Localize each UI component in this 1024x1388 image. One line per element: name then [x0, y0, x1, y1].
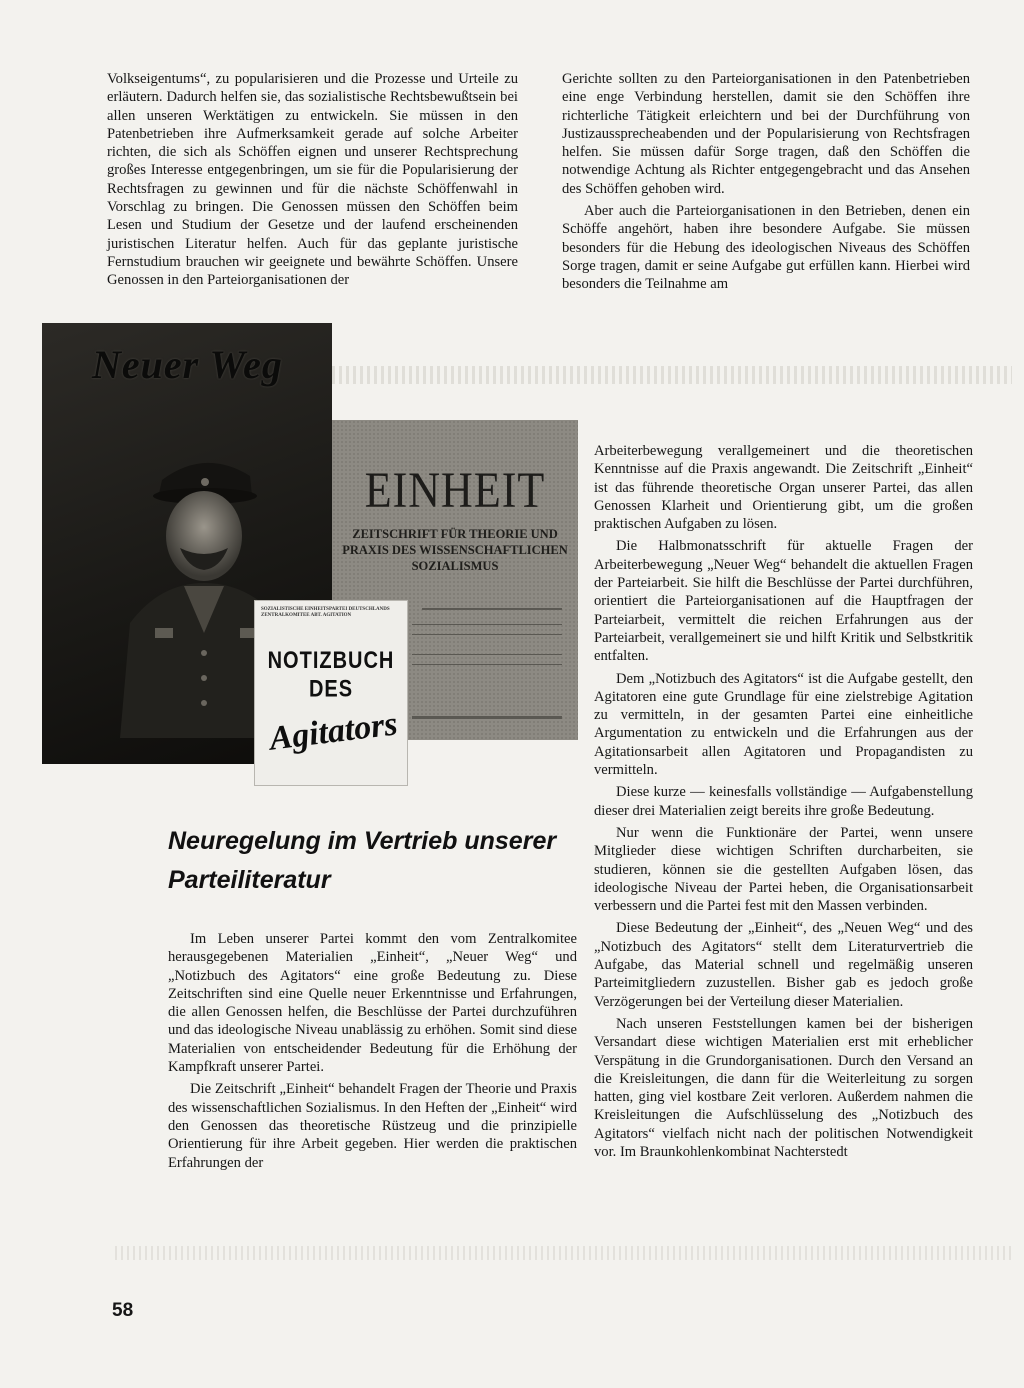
notizbuch-cover-word: Agitators [267, 705, 400, 758]
page-number: 58 [112, 1300, 134, 1321]
paragraph: Nach unseren Feststellungen kamen bei der bisherigen Versandart diese wichtigen Materialien erst mit erheblicher Verspätung in die Grundorganisationen. Durch den Versand an die Kreisleitungen, die dann für die Weiterleitung zu sorgen hatten, ging viel kostbare Zeit verloren. Außerdem nahmen die Kreisleitungen die Aufschlüsselung des „Notizbuch des Agitators“ vielfach nicht nach der politischen Notwendigkeit vor. Im Braunkohlenkombinat Nachterstedt [594, 1015, 973, 1160]
paragraph: Die Halbmonatsschrift für aktuelle Fragen der Arbeiterbewegung „Neuer Weg“ behandelt die aktuellen Fragen der Parteiarbeit. Sie hilft die Beschlüsse der Partei durchführen, orientiert die Parteiorganisationen auf die Hauptfragen der Parteiarbeit, vermittelt die reichen Erfahrungen aus der Parteiarbeit, verallgemeinert sie und hilft Kritik und Selbstkritik entfalten. [594, 538, 973, 665]
paragraph: Diese kurze — keinesfalls vollständige — Aufgabenstellung dieser drei Materialien zeigt bereits ihre große Bedeutung. [594, 784, 973, 819]
paragraph: Dem „Notizbuch des Agitators“ ist die Aufgabe gestellt, den Agitatoren eine gute Grundlage für eine zielstrebige Agitation zu vermitteln, in der gesamten Partei eine einheitliche Argumentation zu entwickeln und die Erfahrungen aus der Agitationsarbeit allen Agitatoren und Propagandisten zu vermitteln. [594, 670, 973, 779]
paragraph: Die Zeitschrift „Einheit“ behandelt Fragen der Theorie und Praxis des wissenschaftlichen Sozialismus. In den Heften der „Einheit“ wird den Genossen das theoretische Rüstzeug und die prinzipielle Orientierung für ihre Arbeit gegeben. Hier werden die praktischen Erfahrungen der [168, 1081, 577, 1171]
einheit-cover-subtitle: ZEITSCHRIFT FÜR THEORIE UND PRAXIS DES WISSENSCHAFTLICHEN SOZIALISMUS [342, 527, 568, 573]
cover-rule [412, 716, 562, 719]
paragraph: Aber auch die Parteiorganisationen in den Betrieben, denen ein Schöffe angehört, haben ihre besondere Aufgabe. Sie müssen besonders für die Hebung des ideologischen Niveaus des Schöffen Sorge tragen, damit er seine Aufgabe gut erfüllen kann. Hierbei wird besonders die Teilnahme am [562, 203, 970, 293]
article-headline: Neuregelung im Vertrieb unserer Parteiliteratur [168, 827, 557, 894]
paragraph: Diese Bedeutung der „Einheit“, des „Neuen Weg“ und des „Notizbuch des Agitators“ stellt dem Literaturvertrieb die Aufgabe, das Material schnell und regelmäßig unseren Parteimitgliedern zuzustellen. Bisher gab es jedoch große Verzögerungen bei der Verteilung dieser Materialien. [594, 920, 973, 1010]
paragraph: Nur wenn die Funktionäre der Partei, wenn unsere Mitglieder diese wichtigen Schriften durcharbeiten, sie studieren, können sie die gestellten Aufgaben lösen, das ideologische Niveau der Partei heben, die Organisationsarbeit verbessern und die Partei fest mit den Massen verbinden. [594, 824, 973, 915]
notizbuch-cover-image [254, 600, 408, 786]
scan-texture [332, 366, 1012, 384]
cover-rule [412, 624, 562, 625]
cover-rule [422, 608, 562, 610]
cover-rule [412, 664, 562, 665]
text-column-top-right [562, 70, 970, 294]
paragraph: Im Leben unserer Partei kommt den vom Zentralkomitee herausgegebenen Materialien „Einheit“, „Neuer Weg“ und „Notizbuch des Agitators“ eine große Bedeutung zu. Diese Zeitschriften sind eine Quelle neuer Erkenntnisse und Erfahrungen, die allen Genossen helfen, die Beschlüsse der Partei durchzuführen und das ideologische Niveau unablässig zu erhöhen. Somit sind diese Materialien von entscheidender Bedeutung für die Erhöhung der Kampfkraft unserer Partei. [168, 931, 577, 1076]
paragraph: Arbeiterbewegung verallgemeinert und die theoretischen Kenntnisse auf die Praxis angewandt. Die Zeitschrift „Einheit“ ist das führende theoretische Organ unserer Partei, das allen Genossen Klarheit und Orientierung gibt, um die großen praktischen Aufgaben zu lösen. [594, 443, 973, 533]
text-column-top-left [107, 70, 518, 290]
notizbuch-cover-header: SOZIALISTISCHE EINHEITSPARTEI DEUTSCHLANDS ZENTRALKOMITEE ABT. AGITATION [261, 607, 390, 618]
text-column-right [594, 442, 973, 1161]
einheit-cover-title: EINHEIT [364, 462, 546, 519]
paragraph: Gerichte sollten zu den Parteiorganisationen in den Patenbetrieben eine enge Verbindung herstellen, damit sie den Schöffen ihre richterliche Tätigkeit erleichtern und bei der Durchführung von Justizaussprecheabenden und der Popularisierung von Rechtsfragen helfen. Sie müssen dafür Sorge tragen, daß den Schöffen die notwendige Achtung als Richter entgegengebracht und das Ansehen des Schöffen gehoben wird. [562, 71, 970, 197]
cover-rule [412, 654, 562, 655]
notizbuch-cover-title: NOTIZBUCH DES [267, 647, 395, 703]
paragraph: Volkseigentums“, zu popularisieren und die Prozesse und Urteile zu erläutern. Dadurch helfen sie, das sozialistische Rechtsbewußtsein bei allen unseren Werktätigen zu entwickeln. Sie müssen in den Patenbetrieben ihre Aufmerksamkeit gerade auf solche Arbeiter richten, die sich als Schöffen eignen und unserer Rechtsprechung großes Interesse entgegenbringen, um sie für die Popularisierung der Rechtsfragen zu gewinnen und für die nächste Schöffenwahl in Vorschlag zu bringen. Die Genossen müssen den Schöffen beim Lesen und Studium der Gesetze und der laufend erscheinenden juristischen Literatur helfen. Auch für das geplante juristische Fernstudium brauchen wir geeignete und bewährte Schöffen. Unsere Genossen in den Parteiorganisationen der [107, 71, 518, 289]
text-column-bottom-left [168, 930, 577, 1172]
cover-rule [412, 634, 562, 635]
neuer-weg-cover-title: Neuer Weg [92, 342, 283, 387]
scan-texture [115, 1246, 1015, 1260]
